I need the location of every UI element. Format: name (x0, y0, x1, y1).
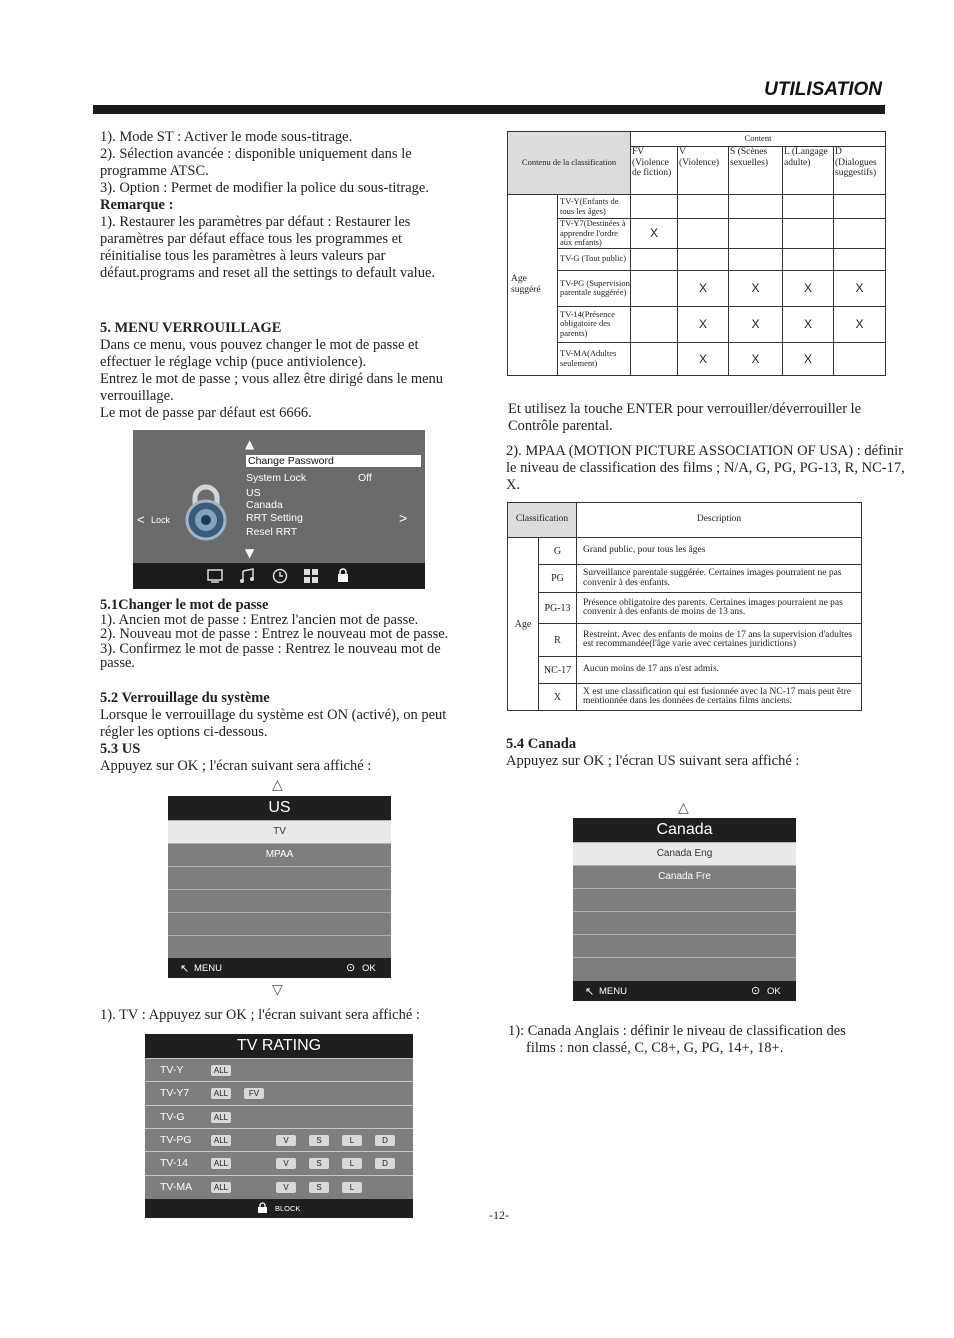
tv-rating-row[interactable] (145, 1151, 413, 1174)
mpaa-code: PG (539, 565, 577, 593)
s54-text: Appuyez sur OK ; l'écran US suivant sera affiché : (506, 753, 800, 769)
s54-heading: 5.4 Canada (506, 736, 577, 752)
ok-icon: ⊙ (751, 985, 761, 997)
mpaa-description: Présence obligatoire des parents. Certaines images pourraient ne pas convenir à des enfants de moins de 13 ans. (577, 593, 862, 624)
us-row-mpaa[interactable]: MPAA (168, 843, 391, 866)
tv-rating-chip[interactable]: L (342, 1135, 362, 1146)
tv-rating-chip[interactable]: D (375, 1135, 395, 1146)
content-mark-cell: X (678, 306, 729, 342)
content-group-label: Age suggéré (508, 195, 558, 376)
canada-row-empty (573, 957, 796, 980)
tv-rating-chip[interactable]: ALL (211, 1135, 231, 1146)
content-mark-cell: X (783, 342, 834, 375)
content-mark-cell: X (678, 342, 729, 375)
us-up-arrow-icon[interactable]: △ (272, 777, 283, 793)
clock-icon[interactable] (272, 568, 288, 584)
us-row-empty (168, 912, 391, 935)
menu-lock-block (100, 320, 465, 422)
tv-rating-row[interactable] (145, 1058, 413, 1081)
content-row-label: TV-MA(Adultes seulement) (558, 342, 631, 375)
canada-row-fre[interactable]: Canada Fre (573, 865, 796, 888)
content-mark-cell (834, 195, 886, 219)
tv-rating-row[interactable] (145, 1128, 413, 1151)
content-row-label: TV-Y7(Destinées à apprendre l'ordre aux enfants) (558, 219, 631, 249)
content-column-header: FV (Violence de fiction) (631, 147, 678, 195)
content-mark-cell (729, 219, 783, 249)
s53-heading: 5.3 US (100, 741, 141, 757)
content-column-header: S (Scènes sexuelles) (729, 147, 783, 195)
lock-label: Lock (151, 515, 171, 525)
s51-line-1: 1). Ancien mot de passe : Entrez l'ancien mot de passe. (100, 611, 419, 628)
tv-rating-label: TV-MA (160, 1180, 193, 1193)
us-panel-footer (168, 958, 391, 978)
content-mark-cell: X (729, 270, 783, 306)
content-mark-cell: X (729, 342, 783, 375)
canada-panel-footer (573, 981, 796, 1001)
tv-rating-chip[interactable]: L (342, 1182, 362, 1193)
content-row-label: TV-Y(Enfants de tous les âges) (558, 195, 631, 219)
grid-icon[interactable] (303, 568, 319, 584)
canada-up-arrow-icon[interactable]: △ (678, 800, 689, 816)
menu-lock-p2: Entrez le mot de passe ; vous allez être dirigé dans le menu verrouillage. (100, 371, 444, 404)
mpaa-group-label: Age (508, 538, 539, 711)
lock-item-canada[interactable]: Canada (246, 499, 283, 511)
tv-rating-row[interactable] (145, 1105, 413, 1128)
padlock-icon (179, 482, 233, 542)
tv-rating-row[interactable] (145, 1081, 413, 1104)
tv-rating-title: TV RATING (145, 1034, 413, 1058)
content-row-label: TV-G (Tout public) (558, 248, 631, 270)
tv-rating-chip[interactable]: V (276, 1158, 296, 1169)
lock-item-resel-rrt[interactable]: Resel RRT (246, 526, 298, 538)
content-row-label: TV-PG (Supervision parentale suggérée) (558, 270, 631, 306)
s53-text: Appuyez sur OK ; l'écran suivant sera affiché : (100, 758, 372, 774)
tv-rating-chip[interactable]: ALL (211, 1065, 231, 1076)
s51-line-2: 2). Nouveau mot de passe : Entrez le nouveau mot de passe. (100, 626, 449, 642)
canada-menu-label[interactable]: MENU (599, 986, 627, 997)
canada-row-empty (573, 911, 796, 934)
content-mark-cell: X (631, 219, 678, 249)
us-panel-title: US (168, 796, 391, 820)
tv-rating-chip[interactable]: V (276, 1182, 296, 1193)
content-mark-cell: X (783, 270, 834, 306)
us-row-empty (168, 889, 391, 912)
tv-rating-label: TV-Y7 (160, 1087, 190, 1100)
content-mark-cell (729, 248, 783, 270)
left-arrow-icon[interactable]: < (137, 512, 145, 527)
s51-heading: 5.1Changer le mot de passe (100, 597, 269, 613)
s51-line-3: 3). Confirmez le mot de passe : Rentrez le nouveau mot de passe. (100, 640, 441, 671)
mpaa-col-description: Description (577, 503, 862, 538)
tv-rating-panel (145, 1034, 413, 1218)
content-mark-cell: X (834, 270, 886, 306)
canada-ok-label[interactable]: OK (767, 986, 781, 997)
us-ok-label[interactable]: OK (362, 963, 376, 974)
lock-item-rrt-setting[interactable]: RRT Setting (246, 512, 303, 524)
content-mark-cell (678, 248, 729, 270)
content-mark-cell (783, 219, 834, 249)
tv-rating-chip[interactable]: ALL (211, 1182, 231, 1193)
content-table-header: Content (631, 132, 886, 147)
mpaa-description: X est une classification qui est fusionnée avec la NC-17 mais peut être mentionnée dans les données de certains films anciens. (577, 684, 862, 711)
mpaa-description: Grand public, pour tous les âges (577, 538, 862, 565)
content-mark-cell (631, 342, 678, 375)
canada-row-eng[interactable]: Canada Eng (573, 842, 796, 865)
tv-rating-chip[interactable]: FV (244, 1088, 264, 1099)
intro-line-3: 3). Option : Permet de modifier la police du sous-titrage. (100, 180, 429, 196)
mpaa-col-classification: Classification (508, 503, 577, 538)
content-column-header: V (Violence) (678, 147, 729, 195)
content-mark-cell (783, 248, 834, 270)
tv-rating-chip[interactable]: S (309, 1158, 329, 1169)
content-mark-cell (678, 195, 729, 219)
tv-rating-chip[interactable]: V (276, 1135, 296, 1146)
music-icon[interactable] (239, 568, 255, 584)
content-mark-cell: X (729, 306, 783, 342)
content-column-header: D (Dialogues suggestifs) (834, 147, 886, 195)
content-mark-cell (834, 219, 886, 249)
canada-panel (573, 818, 796, 1001)
menu-lock-p3: Le mot de passe par défaut est 6666. (100, 405, 312, 421)
content-table-corner: Contenu de la classification (508, 132, 631, 195)
tv-note: 1). TV : Appuyez sur OK ; l'écran suivant sera affiché : (100, 1007, 420, 1023)
tv-rating-chip[interactable]: S (309, 1135, 329, 1146)
lock-item-us[interactable]: US (246, 487, 261, 499)
mpaa-description: Surveillance parentale suggérée. Certaines images pourraient ne pas convenir à des enfants. (577, 565, 862, 593)
content-mark-cell (783, 195, 834, 219)
content-mark-cell: X (678, 270, 729, 306)
remark-label: Remarque : (100, 197, 174, 213)
canada-row-empty (573, 888, 796, 911)
mpaa-description: Restreint. Avec des enfants de moins de 17 ans la supervision d'adultes est recommandée(l'âge varie avec certaines juridictions) (577, 624, 862, 657)
us-menu-label[interactable]: MENU (194, 963, 222, 974)
us-row-tv[interactable]: TV (168, 820, 391, 843)
mpaa-description: Aucun moins de 17 ans n'est admis. (577, 657, 862, 684)
remark-text: 1). Restaurer les paramètres par défaut : Restaurer les paramètres par défaut efface tous les programmes et réinitialise tous les paramètres à leurs valeurs par défaut.programs and reset all the settings to default value. (100, 214, 436, 281)
block-lock-icon (257, 1202, 268, 1214)
lock-tab-icon[interactable] (335, 567, 351, 583)
content-mark-cell (631, 195, 678, 219)
tv-rating-chip[interactable]: ALL (211, 1088, 231, 1099)
us-row-empty (168, 935, 391, 957)
menu-lock-heading: 5. MENU VERROUILLAGE (100, 320, 282, 336)
intro-line-1: 1). Mode ST : Activer le mode sous-titrage. (100, 129, 353, 145)
tv-rating-chip[interactable]: ALL (211, 1112, 231, 1123)
content-mark-cell (729, 195, 783, 219)
tv-rating-label: TV-G (160, 1110, 185, 1123)
us-row-empty (168, 866, 391, 889)
tv-rating-chip[interactable]: L (342, 1158, 362, 1169)
header-rule (93, 105, 885, 114)
menu-lock-p1: Dans ce menu, vous pouvez changer le mot de passe et effectuer le réglage vchip (puce antiviolence). (100, 337, 419, 370)
tv-rating-row[interactable] (145, 1175, 413, 1198)
mpaa-note: 2). MPAA (MOTION PICTURE ASSOCIATION OF USA) : définir le niveau de classification des films ; N/A, G, PG, PG-13, R, NC-17, X. (506, 443, 905, 493)
mpaa-code: NC-17 (539, 657, 577, 684)
content-mark-cell: X (783, 306, 834, 342)
content-mark-cell (631, 306, 678, 342)
content-mark-cell (678, 219, 729, 249)
enter-note: Et utilisez la touche ENTER pour verrouiller/déverrouiller le Contrôle parental. (508, 401, 862, 434)
canada-note: 1): Canada Anglais : définir le niveau de classification des films : non classé, C, C8+, G, PG, 14+, 18+. (508, 1023, 846, 1056)
content-mark-cell (834, 248, 886, 270)
us-down-arrow-icon[interactable]: ▽ (272, 982, 283, 998)
s52-heading: 5.2 Verrouillage du système (100, 690, 270, 706)
content-mark-cell (834, 342, 886, 375)
content-mark-cell (631, 248, 678, 270)
page-header-title: UTILISATION (764, 79, 882, 100)
mpaa-code: R (539, 624, 577, 657)
tv-rating-label: TV-Y (160, 1064, 184, 1076)
intro-block (100, 129, 465, 282)
tv-icon[interactable] (207, 569, 223, 583)
content-column-header: L (Langage adulte) (783, 147, 834, 195)
right-arrow-icon[interactable]: > (399, 510, 408, 526)
canada-panel-title: Canada (573, 818, 796, 842)
mpaa-table (507, 502, 862, 711)
s52-text: Lorsque le verrouillage du système est ON (activé), on peut régler les options ci-dessous. (100, 707, 447, 740)
content-rating-table (507, 131, 886, 376)
system-lock-value: Off (358, 472, 372, 484)
up-arrow-icon: ▲ (245, 437, 255, 451)
lock-menu-bottom-bar (133, 563, 425, 589)
tv-rating-label: TV-PG (160, 1133, 192, 1146)
block-label[interactable]: BLOCK (275, 1204, 301, 1213)
section-5-4 (506, 736, 906, 770)
section-5-2 (100, 690, 468, 775)
lock-item-system-lock[interactable]: System Lock (246, 472, 307, 484)
intro-line-2: 2). Sélection avancée : disponible uniquement dans le programme ATSC. (100, 146, 412, 179)
content-mark-cell (631, 270, 678, 306)
tv-rating-chip[interactable]: S (309, 1182, 329, 1193)
tv-rating-footer (145, 1199, 413, 1218)
mpaa-code: G (539, 538, 577, 565)
mpaa-code: X (539, 684, 577, 711)
mpaa-code: PG-13 (539, 593, 577, 624)
us-panel (168, 796, 391, 978)
lock-menu-screenshot (133, 430, 425, 589)
menu-hand-icon: ↖ (585, 986, 595, 998)
down-arrow-icon: ▼ (245, 546, 255, 560)
content-mark-cell: X (834, 306, 886, 342)
tv-rating-chip[interactable]: ALL (211, 1158, 231, 1169)
menu-hand-icon: ↖ (180, 963, 190, 975)
lock-item-change-password[interactable]: Change Password (246, 455, 421, 467)
section-5-1 (100, 598, 468, 671)
page-number: -12- (489, 1208, 509, 1222)
ok-icon: ⊙ (346, 962, 356, 974)
tv-rating-chip[interactable]: D (375, 1158, 395, 1169)
tv-rating-label: TV-14 (160, 1157, 189, 1170)
canada-row-empty (573, 934, 796, 957)
content-row-label: TV-14(Présence obligatoire des parents) (558, 306, 631, 342)
